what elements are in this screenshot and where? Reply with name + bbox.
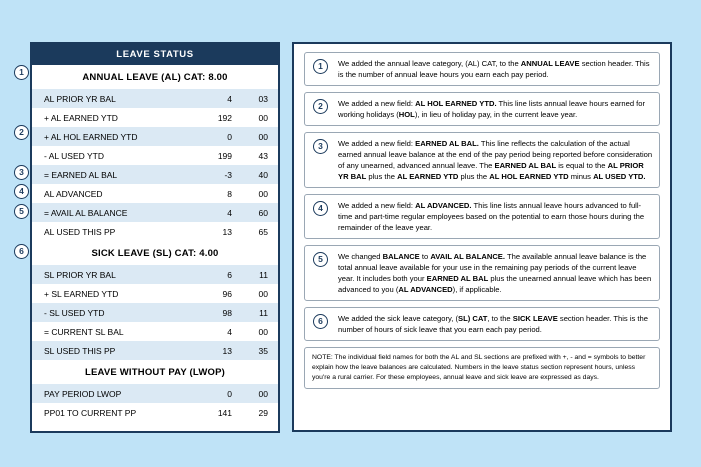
row-value-hours: 13 (222, 226, 232, 237)
callout-marker-1: 1 (14, 65, 29, 80)
note-number-6: 6 (313, 314, 328, 329)
callout-marker-6: 6 (14, 244, 29, 259)
row-value-minutes: 00 (258, 288, 268, 299)
note-item-4 (304, 194, 660, 239)
note-text-4: We added a new field: AL ADVANCED. This line lists annual leave hours advanced to full-time and part-time regular employees based on the potential to earn those hours during the remainder of the leave year. (338, 201, 645, 232)
row-value-hours: 0 (227, 388, 232, 399)
row-value-hours: -3 (224, 169, 232, 180)
row-value-minutes: 11 (259, 269, 268, 280)
row-value-minutes: 29 (258, 407, 268, 418)
lwop-header: LEAVE WITHOUT PAY (LWOP) (84, 367, 226, 378)
note-number-4: 4 (313, 201, 328, 216)
row-label: + AL HOL EARNED YTD (44, 131, 138, 142)
note-text-2: We added a new field: AL HOL EARNED YTD. This line lists annual leave hours earned for working holidays (HOL), in lieu of holiday pay, in the current leave year. (338, 99, 646, 119)
row-value-hours: 8 (227, 188, 232, 199)
table-row (32, 303, 278, 322)
row-value-hours: 6 (227, 269, 232, 280)
row-value-hours: 4 (227, 93, 232, 104)
footnote-text: NOTE: The individual field names for both the AL and SL sections are prefixed with +, - and = symbols to better explain how the leave balances are calculated. Numbers in the leave status section represent hours, unless you're a rural carrier. For these employees, annual leave and sick leave are expressed as days. (304, 347, 660, 389)
callout-marker-2: 2 (14, 125, 29, 140)
row-label: SL PRIOR YR BAL (44, 269, 116, 280)
row-value-hours: 0 (227, 131, 232, 142)
row-label: PAY PERIOD LWOP (44, 388, 122, 399)
row-label: SL USED THIS PP (44, 345, 116, 356)
note-item-1 (304, 52, 660, 86)
table-row (32, 222, 278, 241)
table-row (32, 184, 278, 203)
row-value-hours: 4 (227, 207, 232, 218)
row-value-minutes: 40 (258, 169, 268, 180)
table-row (32, 322, 278, 341)
table-row (32, 284, 278, 303)
note-text-6: We added the sick leave category, (SL) CAT, to the SICK LEAVE section header. This is the number of hours of sick leave that you earn each pay period. (338, 314, 648, 334)
row-value-hours: 4 (227, 326, 232, 337)
row-value-hours: 192 (217, 112, 232, 123)
row-value-minutes: 03 (258, 93, 268, 104)
row-value-hours: 141 (217, 407, 232, 418)
table-row (32, 108, 278, 127)
row-value-minutes: 00 (258, 326, 268, 337)
note-text-1: We added the annual leave category, (AL) CAT, to the ANNUAL LEAVE section header. This is the number of annual leave hours you earn each pay period. (338, 59, 650, 79)
row-label: AL PRIOR YR BAL (44, 93, 116, 104)
note-item-5 (304, 245, 660, 301)
row-value-minutes: 35 (258, 345, 268, 356)
explanations-panel (292, 42, 672, 432)
row-label: + SL EARNED YTD (44, 288, 119, 299)
callout-marker-5: 5 (14, 204, 29, 219)
row-value-minutes: 11 (259, 307, 268, 318)
row-label: - AL USED YTD (44, 150, 104, 161)
row-value-hours: 98 (222, 307, 232, 318)
row-label: = EARNED AL BAL (44, 169, 118, 180)
row-value-hours: 96 (222, 288, 232, 299)
leave-status-panel (30, 42, 280, 433)
panel-title: LEAVE STATUS (32, 44, 278, 65)
note-item-2 (304, 92, 660, 126)
panel-bottom-spacer (32, 422, 278, 431)
row-label: = AVAIL AL BALANCE (44, 207, 128, 218)
sick-leave-header: SICK LEAVE (SL) CAT: 4.00 (91, 248, 219, 259)
table-row (32, 89, 278, 108)
note-item-6 (304, 307, 660, 341)
table-row (32, 165, 278, 184)
row-value-minutes: 65 (258, 226, 268, 237)
row-label: = CURRENT SL BAL (44, 326, 124, 337)
row-value-minutes: 60 (258, 207, 268, 218)
table-row (32, 341, 278, 360)
row-value-minutes: 00 (258, 131, 268, 142)
table-row (32, 203, 278, 222)
row-label: AL USED THIS PP (44, 226, 116, 237)
table-row (32, 384, 278, 403)
annual-leave-header: ANNUAL LEAVE (AL) CAT: 8.00 (82, 72, 228, 83)
note-number-1: 1 (313, 59, 328, 74)
table-row (32, 403, 278, 422)
row-value-minutes: 00 (258, 188, 268, 199)
callout-marker-3: 3 (14, 165, 29, 180)
note-number-5: 5 (313, 252, 328, 267)
callout-marker-4: 4 (14, 184, 29, 199)
note-text-3: We added a new field: EARNED AL BAL. This line reflects the calculation of the actual earned annual leave balance at the end of the pay period being reported before consideration of any unearned, advanced annual leave. The EARNED AL BAL is equal to the AL PRIOR YR BAL plus the AL EARNED YTD plus the AL HOL EARNED YTD minus AL USED YTD. (338, 139, 653, 181)
note-item-3 (304, 132, 660, 188)
row-value-minutes: 43 (258, 150, 268, 161)
row-label: PP01 TO CURRENT PP (44, 407, 137, 418)
table-row (32, 146, 278, 165)
note-number-2: 2 (313, 99, 328, 114)
table-row (32, 127, 278, 146)
table-row (32, 265, 278, 284)
row-label: - SL USED YTD (44, 307, 105, 318)
note-number-3: 3 (313, 139, 328, 154)
row-value-hours: 199 (217, 150, 232, 161)
row-value-minutes: 00 (258, 388, 268, 399)
row-label: + AL EARNED YTD (44, 112, 118, 123)
note-text-5: We changed BALANCE to AVAIL AL BALANCE. The available annual leave balance is the total annual leave available for your use in the remaining pay periods of the current leave year. It includes both your EARNED AL BAL plus the unearned annual leave which has been advanced to you (AL ADVANCED), if applicable. (338, 252, 652, 294)
row-value-minutes: 00 (258, 112, 268, 123)
row-label: AL ADVANCED (44, 188, 103, 199)
row-value-hours: 13 (222, 345, 232, 356)
